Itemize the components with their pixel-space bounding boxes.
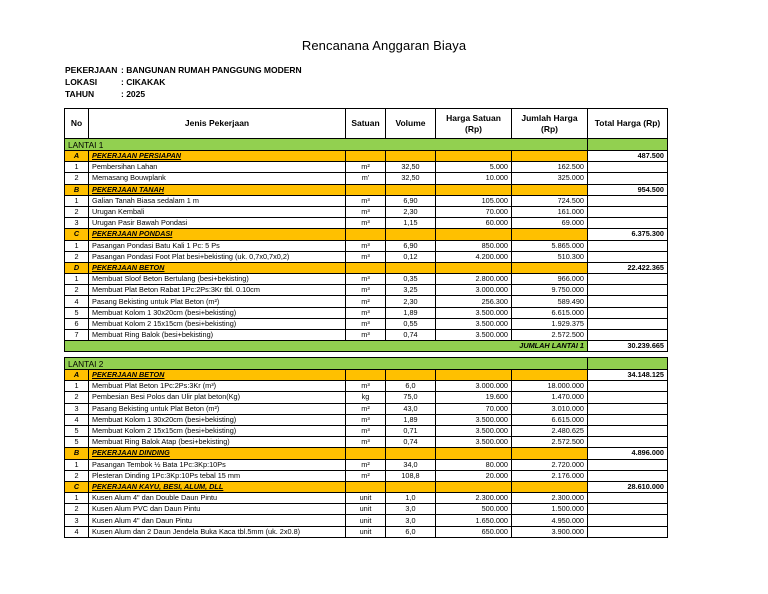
item-no: 2: [65, 173, 89, 184]
item-jumlah-harga: 2.572.500: [512, 437, 588, 448]
table-row: [65, 173, 668, 184]
item-total-empty: [588, 504, 668, 515]
section-empty-cell: [386, 448, 436, 459]
item-jumlah-harga: 589.490: [512, 296, 588, 307]
item-no: 4: [65, 414, 89, 425]
item-total-empty: [588, 381, 668, 392]
section-row: [65, 151, 668, 162]
item-no: 2: [65, 392, 89, 403]
item-jenis: Membuat Ring Balok Atap (besi+bekisting): [89, 437, 346, 448]
item-harga-satuan: 19.600: [436, 392, 512, 403]
item-volume: 0,12: [386, 251, 436, 262]
item-no: 2: [65, 206, 89, 217]
item-volume: 2,30: [386, 206, 436, 217]
table-row: [65, 318, 668, 329]
table-row: [65, 493, 668, 504]
item-no: 5: [65, 425, 89, 436]
header-volume: Volume: [386, 109, 436, 139]
section-code: B: [65, 448, 89, 459]
section-empty-cell: [436, 262, 512, 273]
item-jenis: Pasangan Pondasi Foot Plat besi+bekisting (uk. 0,7x0,7x0,2): [89, 251, 346, 262]
item-total-empty: [588, 162, 668, 173]
item-jenis: Urugan Kembali: [89, 206, 346, 217]
section-empty-cell: [346, 184, 386, 195]
section-empty-cell: [386, 184, 436, 195]
header-jenis: Jenis Pekerjaan: [89, 109, 346, 139]
item-satuan: m³: [346, 307, 386, 318]
section-empty-cell: [512, 448, 588, 459]
item-total-empty: [588, 425, 668, 436]
item-satuan: unit: [346, 526, 386, 537]
item-total-empty: [588, 218, 668, 229]
item-volume: 2,30: [386, 296, 436, 307]
item-satuan: m³: [346, 318, 386, 329]
table-row: [65, 403, 668, 414]
item-jumlah-harga: 3.010.000: [512, 403, 588, 414]
item-harga-satuan: 105.000: [436, 195, 512, 206]
item-total-empty: [588, 195, 668, 206]
section-empty-cell: [512, 229, 588, 240]
item-no: 1: [65, 493, 89, 504]
item-satuan: m³: [346, 425, 386, 436]
section-empty-cell: [512, 184, 588, 195]
item-volume: 3,25: [386, 285, 436, 296]
table-row: [65, 414, 668, 425]
floor-sum-total: 30.239.665: [588, 341, 668, 352]
item-no: 1: [65, 381, 89, 392]
item-jenis: Membuat Plat Beton Rabat 1Pc:2Ps:3Kr tbl. 0.10cm: [89, 285, 346, 296]
item-volume: 108,8: [386, 470, 436, 481]
item-jenis: Pasangan Pondasi Batu Kali 1 Pc: 5 Ps: [89, 240, 346, 251]
header-harga-satuan: Harga Satuan (Rp): [436, 109, 512, 139]
item-volume: 0,74: [386, 330, 436, 341]
item-harga-satuan: 650.000: [436, 526, 512, 537]
item-harga-satuan: 256.300: [436, 296, 512, 307]
section-empty-cell: [436, 448, 512, 459]
item-total-empty: [588, 437, 668, 448]
item-no: 2: [65, 251, 89, 262]
table-body-lantai-1: [65, 139, 668, 352]
section-row: [65, 184, 668, 195]
item-harga-satuan: 70.000: [436, 206, 512, 217]
section-total: 6.375.300: [588, 229, 668, 240]
item-jenis: Urugan Pasir Bawah Pondasi: [89, 218, 346, 229]
section-total: 28.610.000: [588, 481, 668, 492]
item-satuan: m³: [346, 437, 386, 448]
section-empty-cell: [436, 481, 512, 492]
item-harga-satuan: 4.200.000: [436, 251, 512, 262]
header-satuan: Satuan: [346, 109, 386, 139]
item-jenis: Memasang Bouwplank: [89, 173, 346, 184]
item-volume: 1,0: [386, 493, 436, 504]
item-volume: 3,0: [386, 515, 436, 526]
table-row: [65, 392, 668, 403]
item-no: 3: [65, 403, 89, 414]
item-jenis: Pembersihan Lahan: [89, 162, 346, 173]
meta-row-lokasi: [65, 76, 302, 88]
section-row: [65, 448, 668, 459]
item-jenis: Pembesian Besi Polos dan Ulir plat beton(Kg): [89, 392, 346, 403]
item-no: 6: [65, 318, 89, 329]
section-row: [65, 370, 668, 381]
table-row: [65, 526, 668, 537]
section-row: [65, 262, 668, 273]
item-volume: 1,89: [386, 414, 436, 425]
item-total-empty: [588, 173, 668, 184]
item-satuan: m³: [346, 381, 386, 392]
item-jenis: Membuat Kolom 2 15x15cm (besi+bekisting): [89, 425, 346, 436]
item-jumlah-harga: 2.480.625: [512, 425, 588, 436]
item-satuan: m²: [346, 296, 386, 307]
table-row: [65, 504, 668, 515]
item-satuan: m³: [346, 218, 386, 229]
item-harga-satuan: 3.000.000: [436, 285, 512, 296]
item-volume: 32,50: [386, 173, 436, 184]
item-satuan: m': [346, 173, 386, 184]
meta-row-tahun: [65, 88, 302, 100]
section-name: PEKERJAAN PERSIAPAN: [89, 151, 346, 162]
floor-total-empty: [588, 139, 668, 151]
item-harga-satuan: 3.500.000: [436, 318, 512, 329]
item-jumlah-harga: 724.500: [512, 195, 588, 206]
floor-sum-label: JUMLAH LANTAI 1: [65, 341, 588, 352]
header-jumlah-harga: Jumlah Harga (Rp): [512, 109, 588, 139]
item-no: 7: [65, 330, 89, 341]
item-harga-satuan: 1.650.000: [436, 515, 512, 526]
table-row: [65, 425, 668, 436]
section-empty-cell: [346, 448, 386, 459]
item-volume: 0,71: [386, 425, 436, 436]
table-row: [65, 206, 668, 217]
item-volume: 0,55: [386, 318, 436, 329]
table-row: [65, 162, 668, 173]
item-harga-satuan: 3.500.000: [436, 414, 512, 425]
item-jumlah-harga: 966.000: [512, 274, 588, 285]
item-total-empty: [588, 330, 668, 341]
table-row: [65, 459, 668, 470]
rab-table-lantai-2: [64, 357, 668, 538]
item-satuan: m³: [346, 251, 386, 262]
table-row: [65, 330, 668, 341]
item-jenis: Membuat Plat Beton 1Pc:2Ps:3Kr (m³): [89, 381, 346, 392]
floor-label: LANTAI 1: [65, 139, 588, 151]
section-empty-cell: [436, 151, 512, 162]
item-total-empty: [588, 206, 668, 217]
item-satuan: unit: [346, 515, 386, 526]
section-empty-cell: [386, 370, 436, 381]
item-jumlah-harga: 9.750.000: [512, 285, 588, 296]
meta-label: PEKERJAAN: [65, 65, 118, 75]
section-empty-cell: [436, 370, 512, 381]
item-jumlah-harga: 1.470.000: [512, 392, 588, 403]
section-total: 34.148.125: [588, 370, 668, 381]
item-jenis: Membuat Ring Balok (besi+bekisting): [89, 330, 346, 341]
item-jenis: Kusen Alum 4" dan Daun Pintu: [89, 515, 346, 526]
item-total-empty: [588, 240, 668, 251]
item-volume: 6,90: [386, 195, 436, 206]
floor-label: LANTAI 2: [65, 358, 588, 370]
item-no: 3: [65, 218, 89, 229]
table-row: [65, 437, 668, 448]
section-empty-cell: [346, 229, 386, 240]
meta-value: : 2025: [121, 89, 146, 99]
section-empty-cell: [512, 151, 588, 162]
item-harga-satuan: 3.500.000: [436, 437, 512, 448]
item-jenis: Kusen Alum PVC dan Daun Pintu: [89, 504, 346, 515]
item-jenis: Galian Tanah Biasa sedalam 1 m: [89, 195, 346, 206]
table-header-row: [65, 109, 668, 139]
item-total-empty: [588, 296, 668, 307]
item-jenis: Membuat Kolom 1 30x20cm (besi+bekisting): [89, 307, 346, 318]
section-row: [65, 229, 668, 240]
table-row: [65, 240, 668, 251]
table-row: [65, 296, 668, 307]
meta-row-pekerjaan: [65, 64, 302, 76]
item-jenis: Membuat Kolom 2 15x15cm (besi+bekisting): [89, 318, 346, 329]
item-no: 3: [65, 515, 89, 526]
section-empty-cell: [346, 262, 386, 273]
item-harga-satuan: 5.000: [436, 162, 512, 173]
item-harga-satuan: 850.000: [436, 240, 512, 251]
meta-label: LOKASI: [65, 77, 98, 87]
item-satuan: m³: [346, 285, 386, 296]
section-empty-cell: [512, 481, 588, 492]
item-volume: 6,90: [386, 240, 436, 251]
item-total-empty: [588, 392, 668, 403]
item-no: 4: [65, 296, 89, 307]
section-empty-cell: [386, 481, 436, 492]
table-row: [65, 470, 668, 481]
item-harga-satuan: 3.500.000: [436, 307, 512, 318]
item-jumlah-harga: 5.865.000: [512, 240, 588, 251]
item-no: 1: [65, 274, 89, 285]
table-row: [65, 274, 668, 285]
item-volume: 3,0: [386, 504, 436, 515]
item-jenis: Kusen Alum dan 2 Daun Jendela Buka Kaca tbl.5mm (uk. 2x0.8): [89, 526, 346, 537]
item-jumlah-harga: 2.176.000: [512, 470, 588, 481]
rab-table-lantai-1: [64, 108, 668, 352]
item-no: 5: [65, 437, 89, 448]
item-satuan: m³: [346, 195, 386, 206]
item-volume: 6,0: [386, 526, 436, 537]
item-no: 2: [65, 504, 89, 515]
item-jenis: Pasangan Tembok ½ Bata 1Pc:3Kp:10Ps: [89, 459, 346, 470]
section-total: 22.422.365: [588, 262, 668, 273]
item-volume: 32,50: [386, 162, 436, 173]
table-row: [65, 515, 668, 526]
item-jumlah-harga: 1.929.375: [512, 318, 588, 329]
project-meta: [65, 64, 302, 100]
floor-header-row: [65, 358, 668, 370]
item-satuan: m²: [346, 403, 386, 414]
header-total-harga: Total Harga (Rp): [588, 109, 668, 139]
section-code: A: [65, 151, 89, 162]
floor-header-row: [65, 139, 668, 151]
item-harga-satuan: 10.000: [436, 173, 512, 184]
item-total-empty: [588, 515, 668, 526]
section-empty-cell: [512, 370, 588, 381]
item-no: 1: [65, 240, 89, 251]
item-volume: 1,15: [386, 218, 436, 229]
item-harga-satuan: 2.800.000: [436, 274, 512, 285]
item-jenis: Plesteran Dinding 1Pc:3Kp:10Ps tebal 15 mm: [89, 470, 346, 481]
section-total: 487.500: [588, 151, 668, 162]
item-total-empty: [588, 459, 668, 470]
document-title: Rencanana Anggaran Biaya: [301, 38, 467, 53]
item-total-empty: [588, 403, 668, 414]
item-harga-satuan: 20.000: [436, 470, 512, 481]
item-harga-satuan: 60.000: [436, 218, 512, 229]
item-satuan: m³: [346, 206, 386, 217]
item-total-empty: [588, 251, 668, 262]
item-total-empty: [588, 285, 668, 296]
section-total: 4.896.000: [588, 448, 668, 459]
item-jumlah-harga: 1.500.000: [512, 504, 588, 515]
item-total-empty: [588, 318, 668, 329]
item-volume: 0,35: [386, 274, 436, 285]
section-empty-cell: [436, 184, 512, 195]
section-empty-cell: [346, 481, 386, 492]
section-empty-cell: [386, 262, 436, 273]
item-harga-satuan: 2.300.000: [436, 493, 512, 504]
section-code: C: [65, 229, 89, 240]
floor-sum-row: [65, 341, 668, 352]
section-empty-cell: [346, 370, 386, 381]
section-name: PEKERJAAN KAYU, BESI, ALUM, DLL: [89, 481, 346, 492]
item-jumlah-harga: 161.000: [512, 206, 588, 217]
item-satuan: m³: [346, 414, 386, 425]
table-row: [65, 381, 668, 392]
item-jenis: Kusen Alum 4" dan Double Daun Pintu: [89, 493, 346, 504]
item-total-empty: [588, 307, 668, 318]
table-row: [65, 195, 668, 206]
table-body-lantai-2: [65, 358, 668, 538]
item-volume: 0,74: [386, 437, 436, 448]
item-jumlah-harga: 6.615.000: [512, 414, 588, 425]
section-name: PEKERJAAN TANAH: [89, 184, 346, 195]
section-code: D: [65, 262, 89, 273]
item-no: 1: [65, 459, 89, 470]
item-volume: 6,0: [386, 381, 436, 392]
item-jumlah-harga: 69.000: [512, 218, 588, 229]
section-name: PEKERJAAN BETON: [89, 370, 346, 381]
item-harga-satuan: 3.500.000: [436, 330, 512, 341]
item-no: 1: [65, 162, 89, 173]
item-jumlah-harga: 325.000: [512, 173, 588, 184]
table-row: [65, 307, 668, 318]
section-total: 954.500: [588, 184, 668, 195]
section-code: A: [65, 370, 89, 381]
item-total-empty: [588, 470, 668, 481]
item-jumlah-harga: 3.900.000: [512, 526, 588, 537]
section-name: PEKERJAAN DINDING: [89, 448, 346, 459]
item-satuan: m²: [346, 162, 386, 173]
section-empty-cell: [386, 229, 436, 240]
item-volume: 75,0: [386, 392, 436, 403]
floor-total-empty: [588, 358, 668, 370]
item-no: 2: [65, 470, 89, 481]
item-satuan: m³: [346, 274, 386, 285]
item-no: 2: [65, 285, 89, 296]
item-satuan: kg: [346, 392, 386, 403]
item-satuan: m²: [346, 470, 386, 481]
item-volume: 43,0: [386, 403, 436, 414]
item-jumlah-harga: 510.300: [512, 251, 588, 262]
meta-value: : BANGUNAN RUMAH PANGGUNG MODERN: [121, 65, 302, 75]
section-empty-cell: [346, 151, 386, 162]
section-row: [65, 481, 668, 492]
item-satuan: m²: [346, 459, 386, 470]
header-no: No: [65, 109, 89, 139]
section-empty-cell: [512, 262, 588, 273]
section-code: C: [65, 481, 89, 492]
section-name: PEKERJAAN BETON: [89, 262, 346, 273]
item-satuan: unit: [346, 493, 386, 504]
item-satuan: m³: [346, 330, 386, 341]
item-harga-satuan: 3.500.000: [436, 425, 512, 436]
table-row: [65, 251, 668, 262]
table-row: [65, 285, 668, 296]
item-satuan: unit: [346, 504, 386, 515]
section-code: B: [65, 184, 89, 195]
item-volume: 1,89: [386, 307, 436, 318]
item-jenis: Membuat Kolom 1 30x20cm (besi+bekisting): [89, 414, 346, 425]
meta-value: : CIKAKAK: [121, 77, 166, 87]
item-total-empty: [588, 414, 668, 425]
item-harga-satuan: 500.000: [436, 504, 512, 515]
meta-label: TAHUN: [65, 89, 95, 99]
item-jumlah-harga: 2.572.500: [512, 330, 588, 341]
item-jumlah-harga: 6.615.000: [512, 307, 588, 318]
item-jenis: Pasang Bekisting untuk Plat Beton (m²): [89, 296, 346, 307]
item-no: 5: [65, 307, 89, 318]
item-total-empty: [588, 274, 668, 285]
section-empty-cell: [436, 229, 512, 240]
item-jumlah-harga: 162.500: [512, 162, 588, 173]
item-total-empty: [588, 526, 668, 537]
item-harga-satuan: 3.000.000: [436, 381, 512, 392]
item-jumlah-harga: 4.950.000: [512, 515, 588, 526]
section-empty-cell: [386, 151, 436, 162]
table-row: [65, 218, 668, 229]
item-no: 1: [65, 195, 89, 206]
item-jenis: Pasang Bekisting untuk Plat Beton (m²): [89, 403, 346, 414]
item-harga-satuan: 70.000: [436, 403, 512, 414]
item-no: 4: [65, 526, 89, 537]
item-volume: 34,0: [386, 459, 436, 470]
section-name: PEKERJAAN PONDASI: [89, 229, 346, 240]
item-jumlah-harga: 18.000.000: [512, 381, 588, 392]
item-total-empty: [588, 493, 668, 504]
item-harga-satuan: 80.000: [436, 459, 512, 470]
item-jenis: Membuat Sloof Beton Bertulang (besi+bekisting): [89, 274, 346, 285]
item-jumlah-harga: 2.720.000: [512, 459, 588, 470]
item-jumlah-harga: 2.300.000: [512, 493, 588, 504]
item-satuan: m³: [346, 240, 386, 251]
